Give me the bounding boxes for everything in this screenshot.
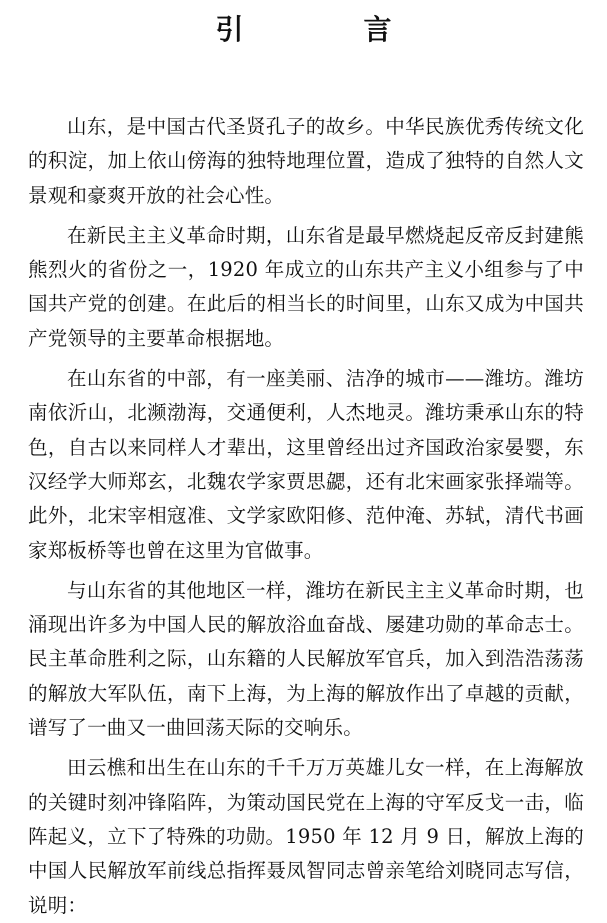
paragraph-5: 田云樵和出生在山东的千千万万英雄儿女一样，在上海解放的关键时刻冲锋陷阵，为策动国民党在上海的守军反戈一击，临阵起义，立下了特殊的功勋。1950 年 12 月 9 日，解放上海的中国人民解放军前线总指挥聂凤智同志曾亲笔给刘晓同志写信，说明： xyxy=(28,756,584,917)
paragraph-2: 在新民主主义革命时期，山东省是最早燃烧起反帝反封建熊熊烈火的省份之一，1920 年成立的山东共产主义小组参与了中国共产党的创建。在此后的相当长的时间里，山东又成为中国共产党领导的主要革命根据地。 xyxy=(28,223,584,350)
paragraph-3: 在山东省的中部，有一座美丽、洁净的城市——潍坊。潍坊南依沂山，北濒渤海，交通便利，人杰地灵。潍坊秉承山东的特色，自古以来同样人才辈出，这里曾经出过齐国政治家晏婴，东汉经学大师郑玄，北魏农学家贾思勰，还有北宋画家张择端等。此外，北宋宰相寇准、文学家欧阳修、范仲淹、苏轼，清代书画家郑板桥等也曾在这里为官做事。 xyxy=(28,367,584,562)
page-title: 引 言 xyxy=(215,13,438,46)
body-text xyxy=(28,110,584,923)
paragraph-4: 与山东省的其他地区一样，潍坊在新民主主义革命时期，也涌现出许多为中国人民的解放浴血奋战、屡建功勋的革命志士。民主革命胜利之际，山东籍的人民解放军官兵，加入到浩浩荡荡的解放大军队伍，南下上海，为上海的解放作出了卓越的贡献，谱写了一曲又一曲回荡天际的交响乐。 xyxy=(28,578,584,740)
paragraph-1: 山东，是中国古代圣贤孔子的故乡。中华民族优秀传统文化的积淀，加上依山傍海的独特地理位置，造成了独特的自然人文景观和豪爽开放的社会心性。 xyxy=(28,115,584,207)
